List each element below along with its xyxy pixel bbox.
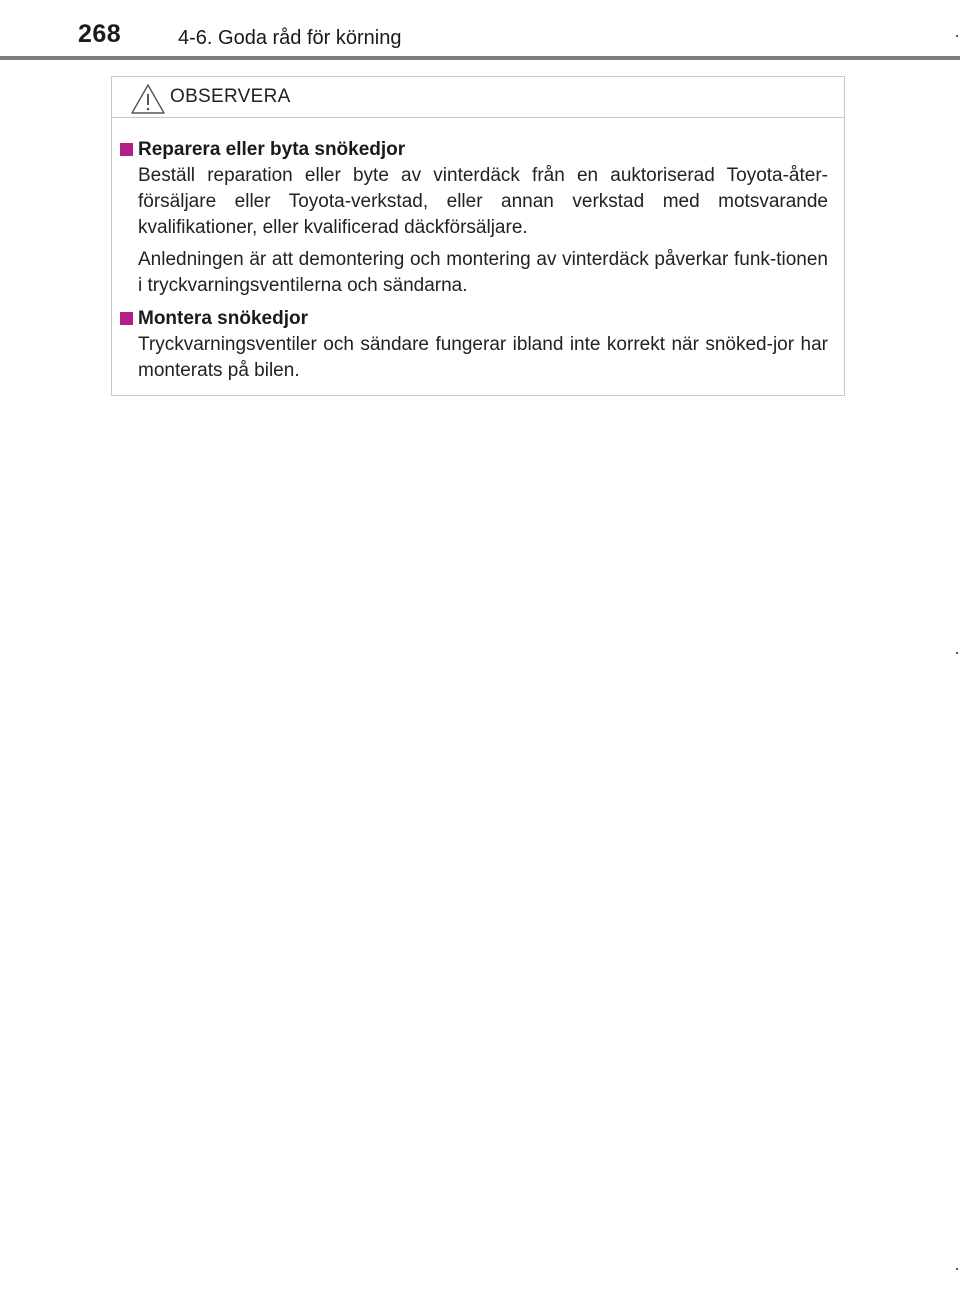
item-heading (120, 305, 828, 332)
square-bullet-icon (120, 312, 133, 325)
caution-label: OBSERVERA (170, 86, 291, 107)
item-heading-text: Reparera eller byta snökedjor (138, 139, 406, 160)
caution-header (112, 77, 844, 118)
caution-item (120, 305, 828, 384)
section-title: 4-6. Goda råd för körning (178, 27, 402, 49)
edge-mark (956, 1268, 958, 1270)
header-rule (0, 56, 960, 60)
paragraph: Beställ reparation eller byte av vinterdäck från en auktoriserad Toyota-åter-försäljare eller Toyota-verkstad, eller annan verkstad med motsvarande kvalifikationer, eller kvalificerad däckförsäljare. (138, 165, 828, 238)
item-heading (120, 136, 828, 163)
edge-mark (956, 652, 958, 654)
page-number: 268 (78, 20, 122, 48)
item-heading-text: Montera snökedjor (138, 308, 308, 329)
paragraph: Tryckvarningsventiler och sändare fungerar ibland inte korrekt när snöked-jor har monterats på bilen. (138, 334, 828, 381)
caution-box (111, 76, 845, 396)
warning-triangle-icon (130, 83, 166, 115)
paragraph: Anledningen är att demontering och montering av vinterdäck påverkar funk-tionen i tryckvarningsventilerna och sändarna. (138, 249, 828, 296)
edge-mark (956, 35, 958, 37)
square-bullet-icon (120, 143, 133, 156)
caution-item (120, 136, 828, 299)
caution-body (112, 118, 844, 384)
